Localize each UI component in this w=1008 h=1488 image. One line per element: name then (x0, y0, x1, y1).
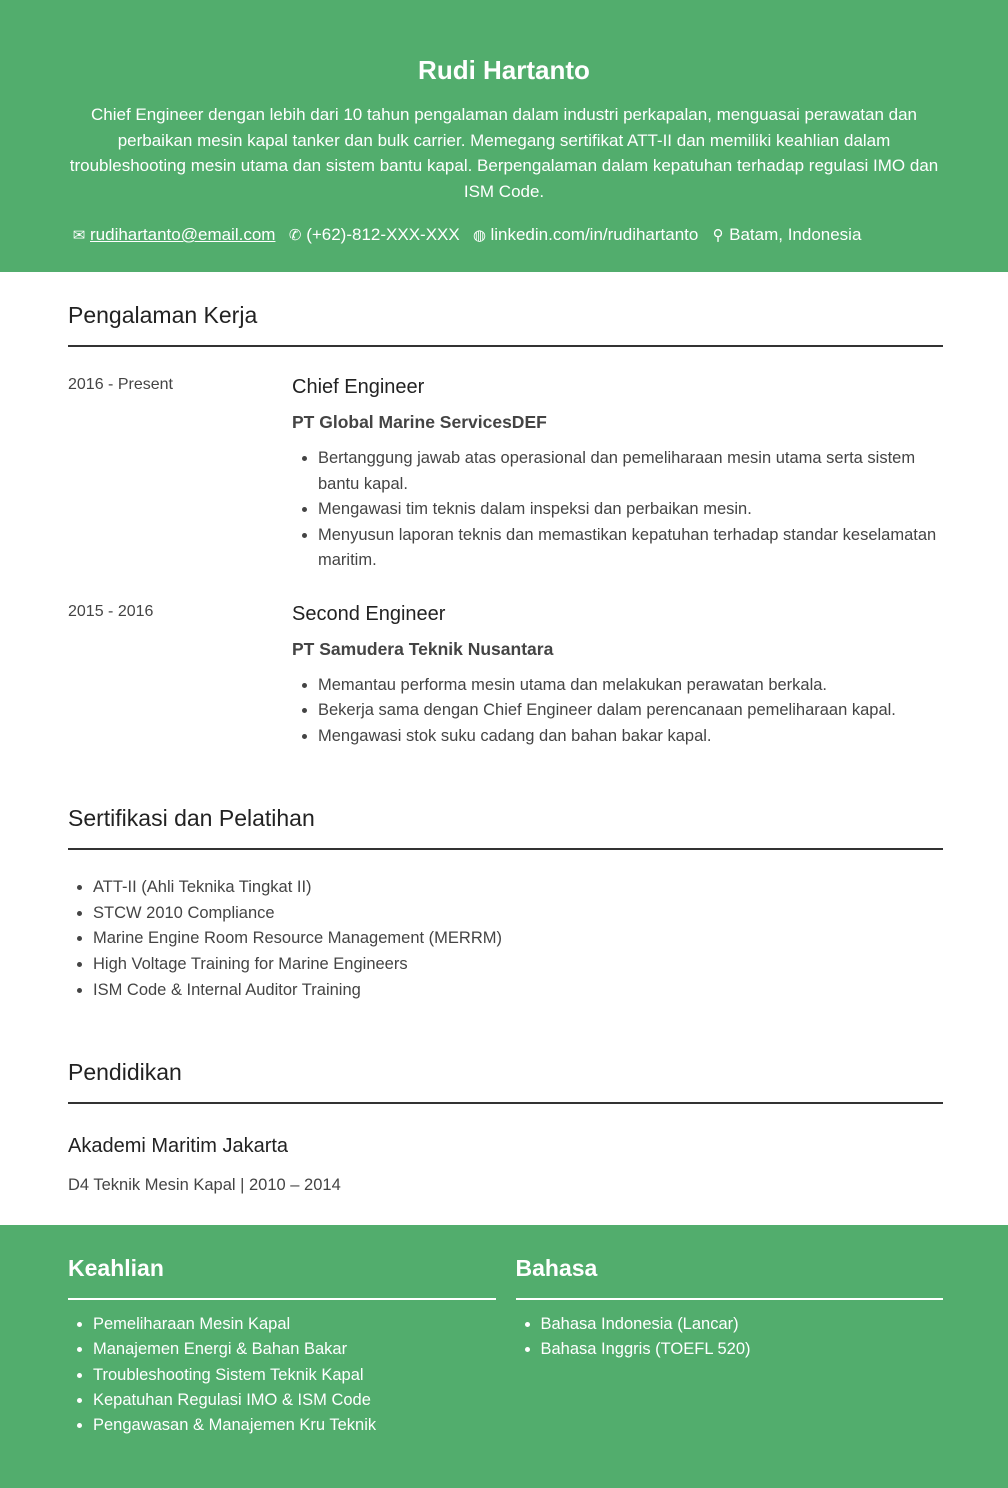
job-detail (292, 601, 943, 750)
job-company: PT Global Marine ServicesDEF (292, 412, 547, 432)
section-divider (68, 1102, 943, 1104)
skills-section (68, 1253, 496, 1488)
location: Batam, Indonesia (729, 225, 862, 244)
job-detail (292, 374, 943, 574)
languages-title: Bahasa (515, 1255, 598, 1281)
job-company: PT Samudera Teknik Nusantara (292, 638, 554, 659)
job-duty: • Bertanggung jawab atas operasional dan pemeliharaan mesin utama serta sistem bantu kapal. (318, 446, 943, 497)
linkedin-url: linkedin.com/in/rudihartanto (490, 225, 699, 244)
resume-footer (0, 1225, 1008, 1488)
section-divider (68, 345, 943, 347)
experience-title: Pengalaman Kerja (68, 302, 258, 328)
languages-list (516, 1312, 944, 1363)
certifications-title: Sertifikasi dan Pelatihan (68, 805, 315, 831)
job-duty: • Memantau performa mesin utama dan melakukan perawatan berkala. (318, 673, 943, 699)
job-duties (292, 446, 943, 574)
job-duty: • Bekerja sama dengan Chief Engineer dalam perencanaan pemeliharaan kapal. (318, 698, 943, 724)
languages-section (516, 1253, 944, 1488)
skills-title: Keahlian (68, 1255, 164, 1281)
pin-icon: ⚲ (712, 227, 724, 244)
job-duty: • Mengawasi stok suku cadang dan bahan bakar kapal. (318, 724, 943, 750)
certification-item: • ATT-II (Ahli Teknika Tingkat II) (93, 875, 943, 901)
section-divider (68, 848, 943, 850)
resume-body (0, 272, 1008, 1197)
education-title: Pendidikan (68, 1058, 182, 1085)
phone-number: (+62)-812-XXX-XXX (306, 225, 460, 244)
skill-item: • Kepatuhan Regulasi IMO & ISM Code (93, 1388, 496, 1413)
email-icon: ✉ (72, 227, 86, 244)
skill-item: • Troubleshooting Sistem Teknik Kapal (93, 1363, 496, 1388)
job-role: Second Engineer (292, 602, 446, 625)
section-divider (516, 1298, 944, 1300)
experience-section (68, 272, 943, 749)
education-section (68, 1057, 943, 1197)
education-school: Akademi Maritim Jakarta (68, 1134, 289, 1157)
job-entry (68, 601, 943, 750)
profile-summary: Chief Engineer dengan lebih dari 10 tahun pengalaman dalam industri perkapalan, menguasai perawatan dan perbaikan mesin kapal tanker dan bulk carrier. Memegang sertifikat ATT-II dan memiliki keahlian dalam troubleshooting mesin utama dan sistem bantu kapal. Berpengalaman dalam kepatuhan terhadap regulasi IMO dan ISM Code. (69, 105, 939, 201)
certifications-list (68, 875, 943, 1004)
certification-item: • STCW 2010 Compliance (93, 901, 943, 927)
job-role: Chief Engineer (292, 376, 425, 398)
job-duty: • Menyusun laporan teknis dan memastikan kepatuhan terhadap standar keselamatan maritim. (318, 523, 943, 574)
phone-icon: ✆ (288, 227, 302, 244)
email-link[interactable]: rudihartanto@email.com (90, 225, 276, 244)
job-period: 2015 - 2016 (68, 602, 154, 620)
certifications-section (68, 803, 943, 1004)
skill-item: • Pemeliharaan Mesin Kapal (93, 1312, 496, 1337)
certification-item: • Marine Engine Room Resource Management (MERRM) (93, 926, 943, 952)
candidate-name: Rudi Hartanto (418, 55, 590, 85)
skill-item: • Pengawasan & Manajemen Kru Teknik (93, 1413, 496, 1438)
section-divider (68, 1298, 496, 1300)
globe-icon: ◍ (472, 227, 487, 244)
certification-item: • ISM Code & Internal Auditor Training (93, 978, 943, 1004)
skills-list (68, 1312, 496, 1438)
certification-item: • High Voltage Training for Marine Engineers (93, 952, 943, 978)
job-duties (292, 673, 943, 750)
job-period: 2016 - Present (68, 376, 173, 393)
resume-header (0, 0, 1008, 272)
language-item: • Bahasa Inggris (TOEFL 520) (541, 1337, 944, 1362)
job-duty: • Mengawasi tim teknis dalam inspeksi dan perbaikan mesin. (318, 497, 943, 523)
contact-bar (68, 222, 940, 249)
skill-item: • Manajemen Energi & Bahan Bakar (93, 1337, 496, 1362)
education-degree: D4 Teknik Mesin Kapal | 2010 – 2014 (68, 1175, 341, 1194)
language-item: • Bahasa Indonesia (Lancar) (541, 1312, 944, 1337)
job-entry (68, 374, 943, 574)
